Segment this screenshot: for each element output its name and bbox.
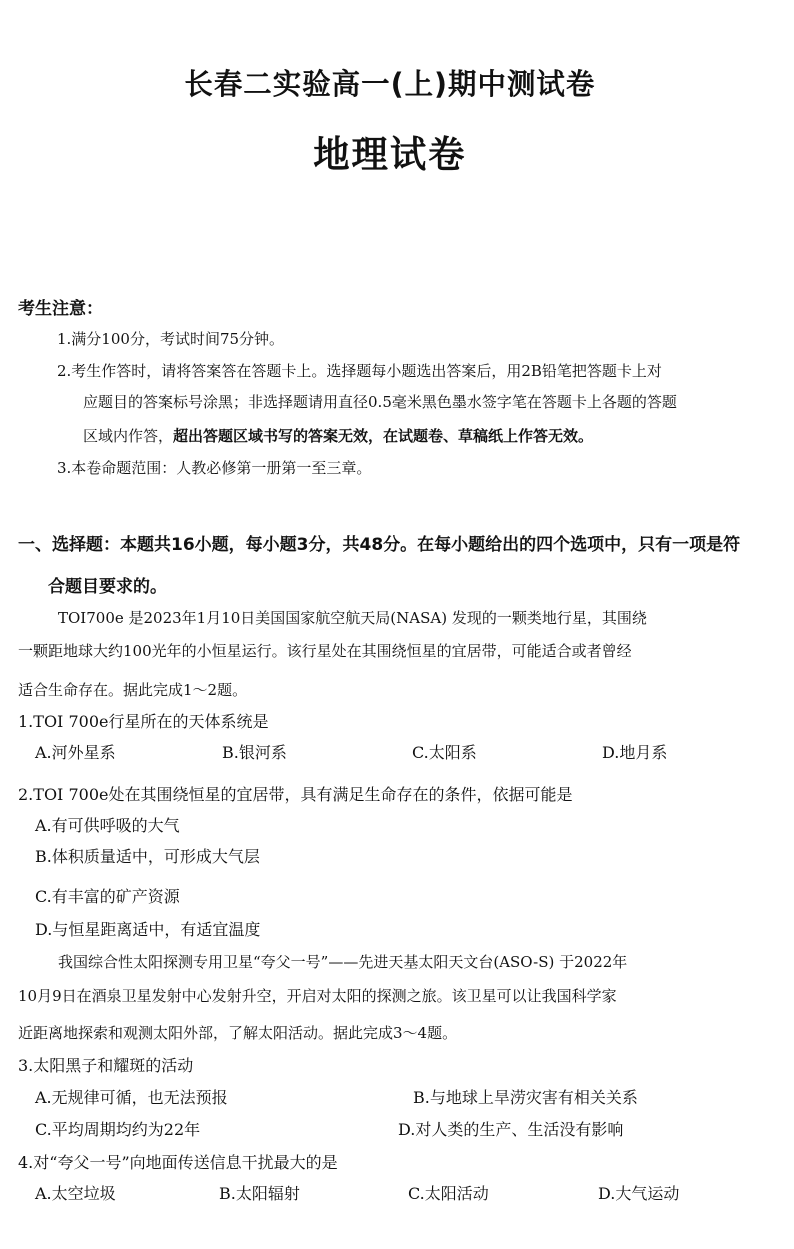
question-4-stem: 4.对“夸父一号”向地面传送信息干扰最大的是 (18, 1153, 338, 1172)
question-2-stem: 2.TOI 700e处在其围绕恒星的宜居带，具有满足生命存在的条件，依据可能是 (18, 785, 573, 804)
passage-1-line-3: 适合生命存在。据此完成1～2题。 (18, 681, 248, 699)
section-1-heading-line-2: 合题目要求的。 (48, 577, 167, 597)
question-3-option-c: C.平均周期均约为22年 (35, 1120, 201, 1139)
question-1-option-c: C.太阳系 (412, 743, 477, 762)
question-3-option-b: B.与地球上旱涝灾害有相关关系 (413, 1088, 638, 1107)
question-4-option-a: A.太空垃圾 (35, 1184, 116, 1203)
question-1-stem: 1.TOI 700e行星所在的天体系统是 (18, 712, 269, 731)
notice-heading: 考生注意： (18, 299, 103, 319)
question-1-option-d: D.地月系 (602, 743, 668, 762)
question-3-option-d: D.对人类的生产、生活没有影响 (398, 1120, 624, 1139)
question-3-option-a: A.无规律可循，也无法预报 (35, 1088, 228, 1107)
passage-1-line-1: TOI700e 是2023年1月10日美国国家航空航天局(NASA) 发现的一颗类地行星，其围绕 (58, 609, 647, 627)
subject-title: 地理试卷 (313, 133, 467, 176)
section-1-heading-line-1: 一、选择题：本题共16小题，每小题3分，共48分。在每小题给出的四个选项中，只有一项是符 (18, 535, 741, 555)
notice-item-2-line-2: 应题目的答案标号涂黑；非选择题请用直径0.5毫米黑色墨水签字笔在答题卡上各题的答题 (83, 393, 677, 411)
question-2-option-d: D.与恒星距离适中，有适宜温度 (35, 920, 261, 939)
question-4-option-c: C.太阳活动 (408, 1184, 489, 1203)
question-2-option-c: C.有丰富的矿产资源 (35, 887, 180, 906)
notice-item-2-line-3 (83, 425, 593, 446)
passage-1-line-2: 一颗距地球大约100光年的小恒星运行。该行星处在其围绕恒星的宜居带，可能适合或者曾经 (18, 642, 632, 660)
notice-item-1: 1.满分100分，考试时间75分钟。 (57, 330, 285, 348)
exam-title: 长春二实验高一(上)期中测试卷 (184, 67, 596, 101)
passage-2-line-1: 我国综合性太阳探测专用卫星“夸父一号”——先进天基太阳天文台(ASO-S) 于2022年 (58, 953, 628, 971)
question-3-stem: 3.太阳黑子和耀斑的活动 (18, 1056, 194, 1075)
notice-item-2-line-3-prefix: 区域内作答， (83, 427, 174, 445)
passage-2-line-2: 10月9日在酒泉卫星发射中心发射升空，开启对太阳的探测之旅。该卫星可以让我国科学家 (18, 987, 617, 1005)
question-2-option-a: A.有可供呼吸的大气 (35, 816, 180, 835)
question-2-option-b: B.体积质量适中，可形成大气层 (35, 847, 260, 866)
notice-item-2-line-1: 2.考生作答时，请将答案答在答题卡上。选择题每小题选出答案后，用2B铅笔把答题卡上对 (57, 362, 662, 380)
notice-item-3: 3.本卷命题范围：人教必修第一册第一至三章。 (57, 459, 372, 477)
passage-2-line-3: 近距离地探索和观测太阳外部，了解太阳活动。据此完成3～4题。 (18, 1024, 458, 1042)
question-1-option-b: B.银河系 (222, 743, 287, 762)
notice-item-2-warning: 超出答题区域书写的答案无效，在试题卷、草稿纸上作答无效。 (173, 427, 594, 445)
question-1-option-a: A.河外星系 (35, 743, 116, 762)
question-4-option-b: B.太阳辐射 (219, 1184, 300, 1203)
question-4-option-d: D.大气运动 (598, 1184, 680, 1203)
